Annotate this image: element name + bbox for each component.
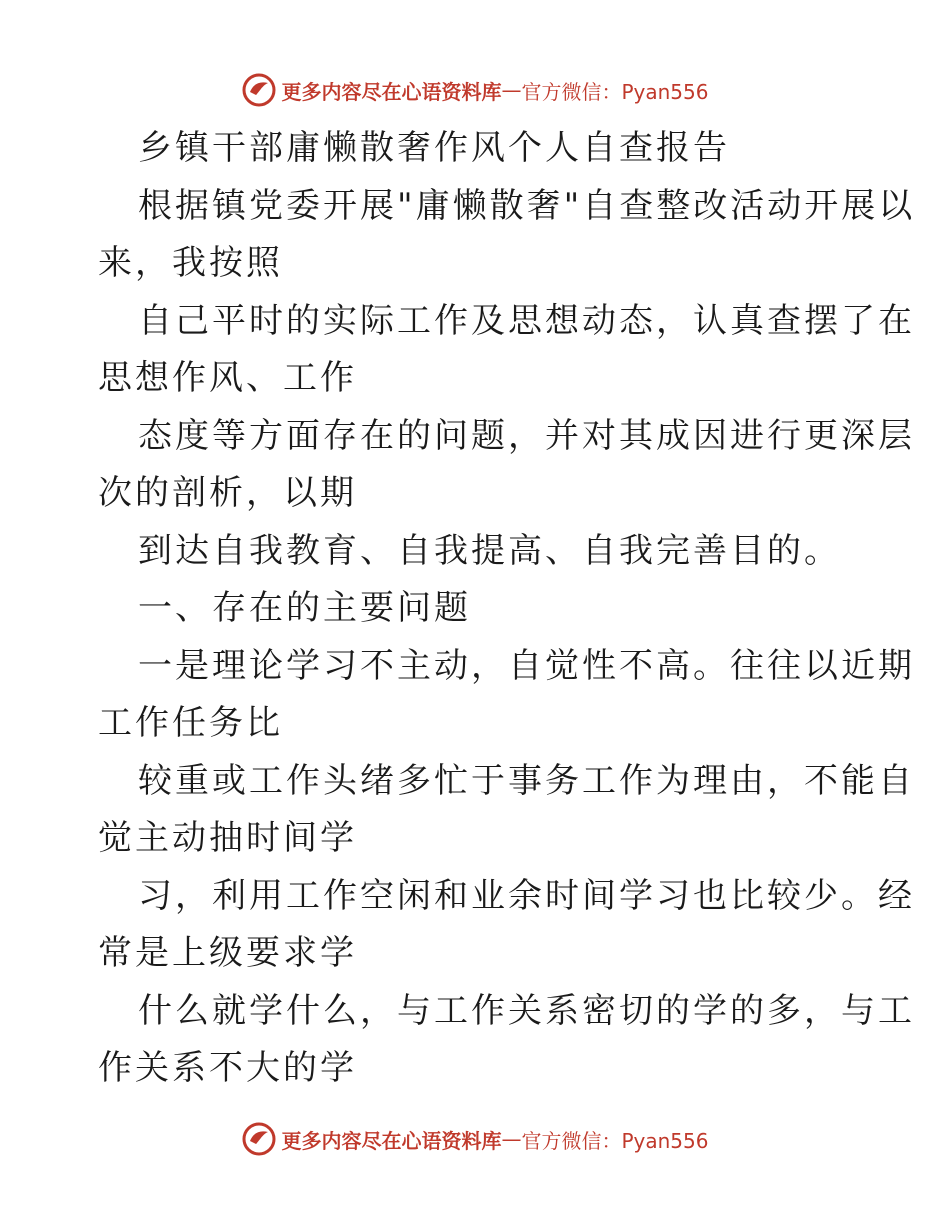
text-line: 什么就学什么，与工作关系密切的学的多，与工: [138, 990, 915, 1031]
text-line: 思想作风、工作: [98, 358, 357, 398]
section-heading: 一、存在的主要问题: [138, 588, 471, 628]
text-line: 较重或工作头绪多忙于事务工作为理由，不能自: [138, 760, 915, 801]
logo-icon: [241, 1121, 277, 1157]
watermark-separator: —: [501, 78, 522, 102]
watermark-wechat: 官方微信：Pyan556: [521, 1128, 709, 1153]
text-line: 常是上级要求学: [98, 933, 357, 973]
text-line: 工作任务比: [98, 703, 283, 743]
watermark-separator: —: [501, 1127, 522, 1151]
watermark-wechat: 官方微信：Pyan556: [521, 79, 709, 104]
header-watermark: [0, 70, 950, 110]
watermark-text: 更多内容尽在心语资料库: [281, 1128, 502, 1153]
text-line: 来，我按照: [98, 243, 283, 283]
text-line: 觉主动抽时间学: [98, 818, 357, 858]
text-line: 根据镇党委开展"庸懒散奢"自查整改活动开展以: [138, 185, 916, 226]
text-line: 习，利用工作空闲和业余时间学习也比较少。经: [138, 875, 915, 916]
footer-watermark: [0, 1119, 950, 1159]
logo-icon: [241, 72, 277, 108]
watermark-text: 更多内容尽在心语资料库: [281, 79, 502, 104]
text-line: 到达自我教育、自我提高、自我完善目的。: [138, 530, 841, 571]
document-title: 乡镇干部庸懒散奢作风个人自查报告: [138, 128, 730, 168]
text-line: 态度等方面存在的问题，并对其成因进行更深层: [138, 415, 915, 456]
text-line: 作关系不大的学: [98, 1048, 357, 1088]
text-line: 次的剖析，以期: [98, 473, 357, 513]
document-body: [98, 120, 916, 1098]
text-line: 一是理论学习不主动，自觉性不高。往往以近期: [138, 645, 915, 686]
text-line: 自己平时的实际工作及思想动态，认真查摆了在: [138, 300, 915, 341]
